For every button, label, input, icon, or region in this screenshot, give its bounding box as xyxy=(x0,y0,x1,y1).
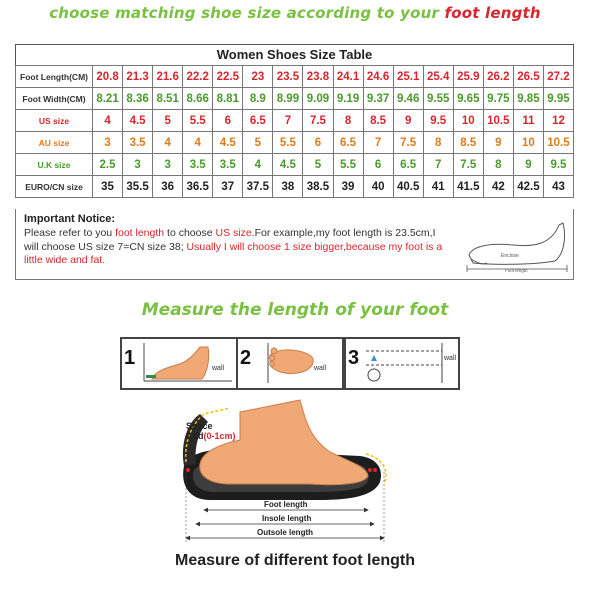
size-cell: 23.5 xyxy=(273,66,303,88)
size-cell: 8.21 xyxy=(93,88,123,110)
size-cell: 3.5 xyxy=(213,154,243,176)
size-cell: 5 xyxy=(153,110,183,132)
size-cell: 36.5 xyxy=(183,176,213,198)
size-cell: 27.2 xyxy=(543,66,573,88)
insole-length-label: Insole length xyxy=(262,514,312,523)
size-cell: 38 xyxy=(273,176,303,198)
size-cell: 3 xyxy=(153,154,183,176)
size-cell: 5 xyxy=(243,132,273,154)
size-table xyxy=(15,44,574,198)
size-cell: 10.5 xyxy=(483,110,513,132)
table-row xyxy=(16,176,574,198)
size-cell: 10 xyxy=(453,110,483,132)
size-cell: 12 xyxy=(543,110,573,132)
size-cell: 4.5 xyxy=(213,132,243,154)
size-cell: 5.5 xyxy=(273,132,303,154)
size-cell: 20.8 xyxy=(93,66,123,88)
notice-highlight-advice: Usually I will choose 1 size bigger,because my foot is a little wide and fat. xyxy=(24,240,443,266)
size-cell: 5 xyxy=(303,154,333,176)
step-number: 1 xyxy=(124,347,136,369)
size-cell: 25.1 xyxy=(393,66,423,88)
size-cell: 21.3 xyxy=(123,66,153,88)
table-row xyxy=(16,154,574,176)
wall-label: wall xyxy=(212,365,225,372)
size-cell: 4 xyxy=(243,154,273,176)
size-cell: 26.2 xyxy=(483,66,513,88)
size-cell: 2.5 xyxy=(93,154,123,176)
foot-length-label: Foot length xyxy=(264,500,308,509)
size-cell: 5.5 xyxy=(333,154,363,176)
notice-part: .For example,my foot length is 23.5cm,I will choose US size 7=CN size 38; xyxy=(24,227,436,253)
caption: Measure of different foot length xyxy=(175,552,415,569)
size-cell: 35.5 xyxy=(123,176,153,198)
size-cell: 21.6 xyxy=(153,66,183,88)
wall-label: wall xyxy=(444,355,457,362)
size-cell: 24.1 xyxy=(333,66,363,88)
size-cell: 35 xyxy=(93,176,123,198)
size-cell: 3.5 xyxy=(183,154,213,176)
size-cell: 8.66 xyxy=(183,88,213,110)
size-cell: 8.51 xyxy=(153,88,183,110)
important-notice xyxy=(15,209,574,280)
size-cell: 26.5 xyxy=(513,66,543,88)
step-1-panel xyxy=(120,337,238,390)
step-2-panel xyxy=(236,337,344,390)
notice-highlight-foot-length: foot length xyxy=(115,227,165,239)
row-label: AU size xyxy=(16,132,93,154)
size-cell: 40 xyxy=(363,176,393,198)
size-cell: 10.5 xyxy=(543,132,573,154)
measure-headline: Measure the length of your foot xyxy=(141,300,449,320)
size-cell: 3 xyxy=(123,154,153,176)
foot-in-shoe-diagram xyxy=(170,392,410,547)
size-cell: 7.5 xyxy=(453,154,483,176)
size-cell: 25.4 xyxy=(423,66,453,88)
space-add-label xyxy=(186,421,236,441)
size-cell: 9.5 xyxy=(423,110,453,132)
notice-highlight-us-size: US size xyxy=(215,227,252,239)
table-row xyxy=(16,88,574,110)
size-grid xyxy=(15,65,574,198)
foot-side-icon xyxy=(138,341,234,385)
size-cell: 22.2 xyxy=(183,66,213,88)
size-cell: 23.8 xyxy=(303,66,333,88)
step-number: 2 xyxy=(240,347,252,369)
size-cell: 9.46 xyxy=(393,88,423,110)
size-cell: 9.75 xyxy=(483,88,513,110)
table-row xyxy=(16,66,574,88)
sketch-label-foot-length: Foot length xyxy=(505,268,528,273)
size-cell: 4.5 xyxy=(123,110,153,132)
add-range: (0-1cm) xyxy=(203,431,236,441)
row-label: US size xyxy=(16,110,93,132)
size-cell: 6 xyxy=(213,110,243,132)
size-cell: 5.5 xyxy=(183,110,213,132)
size-cell: 9.19 xyxy=(333,88,363,110)
size-cell: 8 xyxy=(333,110,363,132)
outsole-length-label: Outsole length xyxy=(257,528,313,537)
size-cell: 6.5 xyxy=(393,154,423,176)
size-cell: 37.5 xyxy=(243,176,273,198)
size-cell: 43 xyxy=(543,176,573,198)
step-3-panel xyxy=(344,337,460,390)
size-cell: 8.99 xyxy=(273,88,303,110)
size-cell: 4 xyxy=(153,132,183,154)
size-cell: 36 xyxy=(153,176,183,198)
size-cell: 6.5 xyxy=(243,110,273,132)
headline-emphasis: foot length xyxy=(444,4,541,22)
size-cell: 42 xyxy=(483,176,513,198)
size-cell: 38.5 xyxy=(303,176,333,198)
row-label: Foot Length(CM) xyxy=(16,66,93,88)
size-cell: 7.5 xyxy=(303,110,333,132)
size-cell: 39 xyxy=(333,176,363,198)
size-cell: 8.5 xyxy=(453,132,483,154)
size-cell: 24.6 xyxy=(363,66,393,88)
row-label: Foot Width(CM) xyxy=(16,88,93,110)
size-cell: 11 xyxy=(513,110,543,132)
notice-part: Please refer to you xyxy=(24,227,116,239)
size-cell: 9.65 xyxy=(453,88,483,110)
size-cell: 8 xyxy=(483,154,513,176)
size-cell: 41 xyxy=(423,176,453,198)
size-cell: 23 xyxy=(243,66,273,88)
size-cell: 42.5 xyxy=(513,176,543,198)
size-cell: 9 xyxy=(513,154,543,176)
size-cell: 8.5 xyxy=(363,110,393,132)
size-cell: 7 xyxy=(423,154,453,176)
size-cell: 8.36 xyxy=(123,88,153,110)
size-cell: 7.5 xyxy=(393,132,423,154)
notice-text xyxy=(24,227,444,268)
row-label: U.K size xyxy=(16,154,93,176)
size-cell: 9.85 xyxy=(513,88,543,110)
size-cell: 3 xyxy=(93,132,123,154)
table-title: Women Shoes Size Table xyxy=(15,44,574,65)
size-cell: 9.55 xyxy=(423,88,453,110)
size-cell: 6 xyxy=(363,154,393,176)
size-cell: 4 xyxy=(183,132,213,154)
headline xyxy=(0,4,590,22)
foot-sketch-icon xyxy=(463,215,571,273)
size-cell: 25.9 xyxy=(453,66,483,88)
step-number: 3 xyxy=(348,347,360,369)
size-cell: 8.81 xyxy=(213,88,243,110)
size-cell: 9.5 xyxy=(543,154,573,176)
size-cell: 9.37 xyxy=(363,88,393,110)
size-cell: 9 xyxy=(483,132,513,154)
size-cell: 6 xyxy=(303,132,333,154)
size-cell: 22.5 xyxy=(213,66,243,88)
size-cell: 6.5 xyxy=(333,132,363,154)
table-row xyxy=(16,132,574,154)
size-cell: 8.9 xyxy=(243,88,273,110)
row-label: EURO/CN size xyxy=(16,176,93,198)
headline-text: choose matching shoe size according to your xyxy=(49,4,445,22)
size-cell: 4 xyxy=(93,110,123,132)
size-cell: 37 xyxy=(213,176,243,198)
notice-part: to choose xyxy=(164,227,216,239)
size-cell: 8 xyxy=(423,132,453,154)
sketch-label-enclose: Enclose xyxy=(501,253,519,259)
size-cell: 41.5 xyxy=(453,176,483,198)
size-cell: 10 xyxy=(513,132,543,154)
size-cell: 9 xyxy=(393,110,423,132)
wall-label: wall xyxy=(314,365,327,372)
ruler-measure-icon xyxy=(362,341,456,385)
size-cell: 7 xyxy=(363,132,393,154)
size-cell: 40.5 xyxy=(393,176,423,198)
size-cell: 4.5 xyxy=(273,154,303,176)
notice-title: Important Notice: xyxy=(24,213,116,225)
foot-top-icon xyxy=(254,341,327,385)
add-label: Add xyxy=(186,431,204,441)
size-cell: 9.09 xyxy=(303,88,333,110)
table-row xyxy=(16,110,574,132)
size-cell: 9.95 xyxy=(543,88,573,110)
space-label: Space xyxy=(186,421,213,431)
size-cell: 7 xyxy=(273,110,303,132)
size-cell: 3.5 xyxy=(123,132,153,154)
